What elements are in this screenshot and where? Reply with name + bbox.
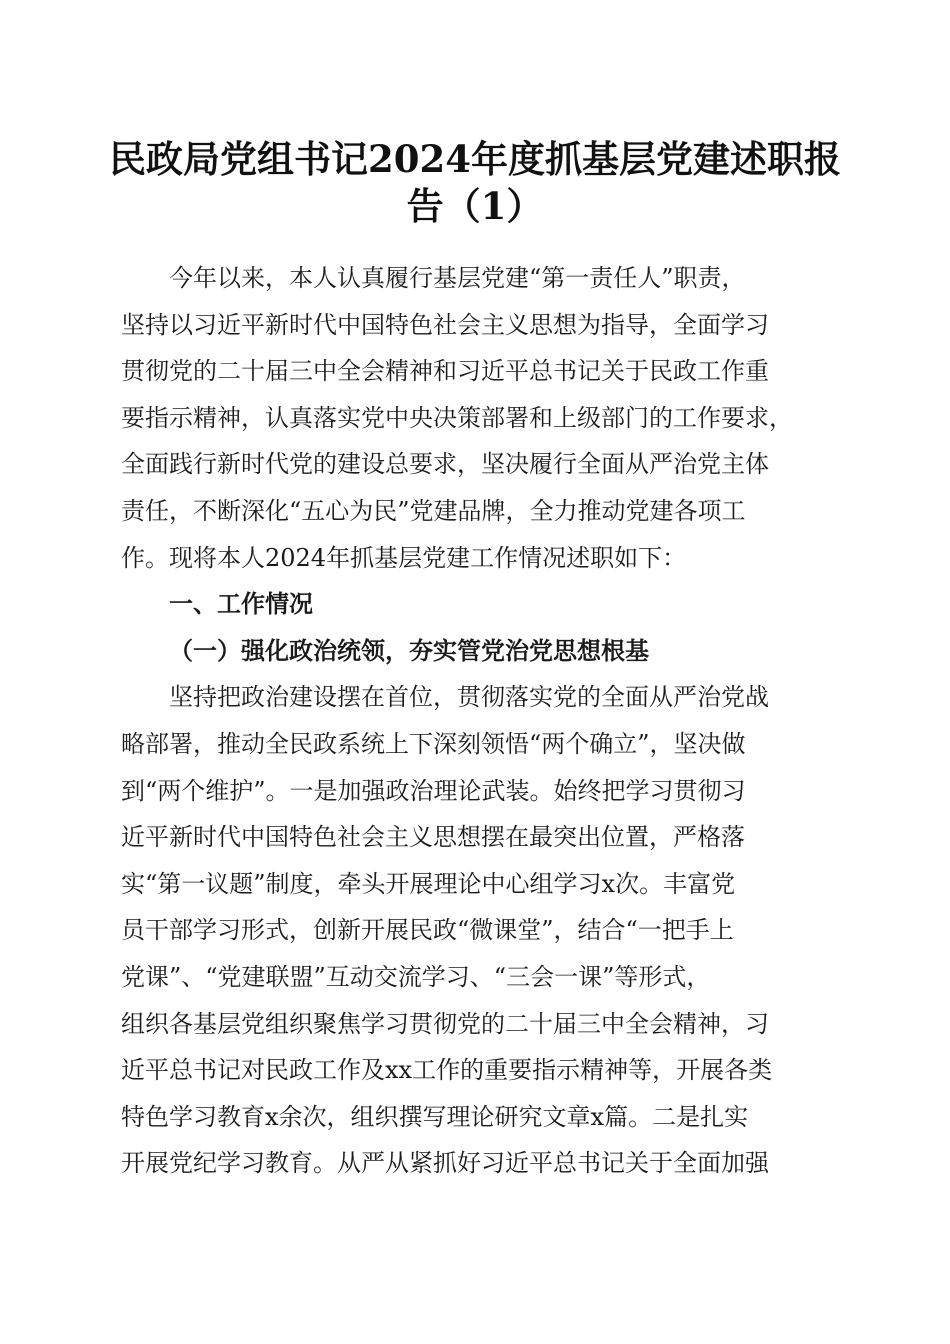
paragraph-line: 实“第一议题”制度，牵头开展理论中心组学习x次。丰富党 <box>121 869 736 898</box>
paragraph-line: 要指示精神，认真落实党中央决策部署和上级部门的工作要求， <box>121 403 793 432</box>
paragraph-line: 今年以来，本人认真履行基层党建“第一责任人”职责， <box>169 264 746 292</box>
paragraph-line: 组织各基层党组织聚焦学习贯彻党的二十届三中全会精神，习 <box>121 1009 769 1038</box>
paragraph-line: 近平新时代中国特色社会主义思想摆在最突出位置，严格落 <box>121 823 745 852</box>
section-heading: 一、工作情况 <box>169 590 313 619</box>
paragraph-line: 开展党纪学习教育。从严从紧抓好习近平总书记关于全面加强 <box>121 1149 769 1178</box>
paragraph-line: 到“两个维护”。一是加强政治理论武装。始终把学习贯彻习 <box>121 776 746 805</box>
paragraph-line: 略部署，推动全民政系统上下深刻领悟“两个确立”，坚决做 <box>121 729 746 758</box>
paragraph-line: 坚持把政治建设摆在首位，贯彻落实党的全面从严治党战 <box>169 683 769 712</box>
document-body <box>121 255 827 1187</box>
paragraph-line: 坚持以习近平新时代中国特色社会主义思想为指导，全面学习 <box>121 310 769 339</box>
paragraph-line: 特色学习教育x余次，组织撰写理论研究文章x篇。二是扎实 <box>121 1102 749 1131</box>
paragraph-line: 责任，不断深化“五心为民”党建品牌，全力推动党建各项工 <box>121 496 746 525</box>
paragraph-line: 全面践行新时代党的建设总要求，坚决履行全面从严治党主体 <box>121 450 769 479</box>
paragraph-line: 作。现将本人2024年抓基层党建工作情况述职如下： <box>121 543 687 572</box>
paragraph-line: 近平总书记对民政工作及xx工作的重要指示精神等，开展各类 <box>121 1056 773 1085</box>
paragraph-line: 员干部学习形式，创新开展民政“微课堂”，结合“一把手上 <box>121 916 734 945</box>
paragraph-line: 贯彻党的二十届三中全会精神和习近平总书记关于民政工作重 <box>121 357 769 386</box>
document-title: 民政局党组书记2024年度抓基层党建述职报 告（1） <box>109 137 841 228</box>
paragraph-line: 党课”、“党建联盟”互动交流学习、“三会一课”等形式， <box>121 962 711 991</box>
subsection-heading: （一）强化政治统领，夯实管党治党思想根基 <box>169 635 649 665</box>
